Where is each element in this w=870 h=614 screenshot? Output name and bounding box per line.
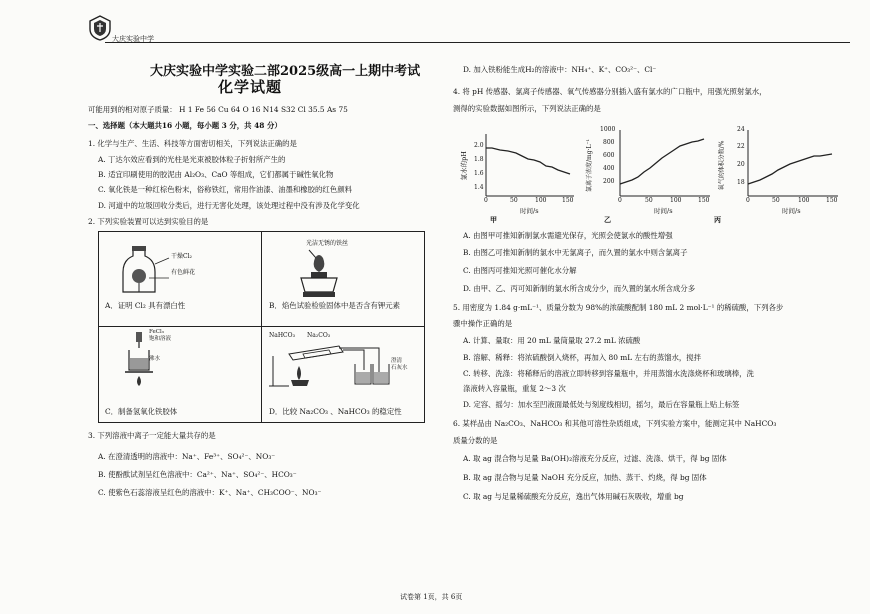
q2-apparatus-table	[98, 231, 425, 423]
exam-subtitle: 化学试题	[218, 78, 283, 96]
q2-option-c[interactable]: C．制备氢氧化铁胶体	[105, 407, 178, 416]
q4-option-d[interactable]: D. 由甲、乙、丙可知新制的氯水所含成分少，而久置的氯水所含成分多	[463, 284, 696, 293]
q6-option-c[interactable]: C. 取 ag 与足量稀硫酸充分反应，逸出气体用碱石灰吸收，增重 bg	[463, 492, 684, 501]
q5-option-d[interactable]: D. 定容、摇匀：加水至凹液面最低处与刻度线相切，摇匀，最后在容量瓶上贴上标签	[463, 400, 740, 409]
q6-stem-line2: 质量分数的是	[453, 436, 498, 445]
label-a-flower: 有色鲜花	[171, 269, 196, 276]
q3-option-a[interactable]: A. 在澄清透明的溶液中：Na⁺、Fe³⁺、SO₄²⁻、NO₃⁻	[98, 452, 276, 461]
q6-stem-line1: 6. 某样品由 Na₂CO₃、NaHCO₃ 和其他可溶性杂质组成，下列实验方案中，能测定其中 NaHCO₃	[453, 419, 777, 428]
label-d-na2co3: Na₂CO₃	[307, 332, 331, 339]
q1-option-a[interactable]: A. 丁达尔效应看到的光柱是光束被胶体粒子折射所产生的	[98, 155, 286, 164]
apparatus-a-bottle-icon	[119, 240, 209, 300]
section-heading: 一、选择题（本大题共16 小题，每小题 3 分，共 48 分）	[88, 121, 282, 130]
graph-yi-label: 乙	[604, 215, 611, 224]
q3-stem: 3. 下列溶液中离子一定能大量共存的是	[88, 431, 216, 440]
apparatus-b-flame-icon	[289, 248, 349, 303]
q5-option-b[interactable]: B. 溶解、稀释：将浓硫酸倒入烧杯，再加入 80 mL 左右的蒸馏水，搅拌	[463, 353, 702, 362]
graph-yi-xlabel: 时间/s	[654, 207, 673, 215]
graph-jia-xlabel: 时间/s	[520, 207, 539, 215]
atomic-masses: 可能用到的相对原子质量： H 1 Fe 56 Cu 64 O 16 N14 S32 Cl 35.5 As 75	[88, 105, 348, 114]
graph-yi: 1000 800 600 400 200 0 50 100 150 氯离子浓度/mg·L⁻¹ 时间/s 乙	[586, 126, 710, 224]
graph-jia-ylabel: 氯水的pH	[459, 151, 468, 181]
label-a-dry-cl2: 干燥Cl₂	[171, 253, 192, 260]
graph-bing-xlabel: 时间/s	[782, 207, 801, 215]
graph-jia: 2.0 1.8 1.6 1.4 0 50 100 150 氯水的pH 时间/s 甲	[459, 142, 574, 224]
q5-option-a[interactable]: A. 计算、量取：用 20 mL 量筒量取 27.2 mL 浓硫酸	[463, 336, 641, 345]
q4-option-a[interactable]: A. 由图甲可推知新制氯水需避光保存，光照会使氯水的酸性增强	[463, 231, 673, 240]
apparatus-c-beaker-icon	[121, 330, 161, 390]
apparatus-d-heating-icon	[269, 340, 399, 390]
q6-option-a[interactable]: A. 取 ag 混合物与足量 Ba(OH)₂溶液充分反应，过滤、洗涤、烘干，得 bg 固体	[463, 454, 727, 463]
label-c-saturated: 饱和溶液	[149, 336, 172, 342]
q3-option-c[interactable]: C. 使紫色石蕊溶液呈红色的溶液中：K⁺、Na⁺、CH₃COO⁻、NO₃⁻	[98, 488, 322, 497]
label-c-fecl3: FeCl₃	[149, 329, 164, 335]
q2-option-a[interactable]: A．证明 Cl₂ 具有漂白性	[105, 301, 186, 310]
graph-bing-ylabel: 氧气的体积分数/%	[718, 140, 726, 191]
label-d-clear: 澄清	[391, 358, 403, 364]
school-logo-icon	[88, 15, 112, 41]
graph-jia-label: 甲	[490, 215, 497, 224]
exam-title: 大庆实验中学实验二部2025级高一上期中考试	[150, 64, 421, 79]
school-name-header: 大庆实验中学	[112, 35, 154, 43]
label-b-wire: 光洁无锈的铁丝	[306, 240, 349, 247]
graph-bing: 24 22 20 18 0 50 100 150 氧气的体积分数/% 时间/s 丙	[714, 126, 838, 224]
q4-option-b[interactable]: B. 由图乙可推知新制的氯水中无氯离子，而久置的氯水中则含氯离子	[463, 248, 688, 257]
q1-option-b[interactable]: B. 适宜印刷使用的胶泥由 Al₂O₃、CaO 等组成，它们都属于碱性氧化物	[98, 170, 334, 179]
q4-stem-line2: 测得的实验数据如图所示，下列说法正确的是	[453, 104, 601, 113]
q2-option-d[interactable]: D．比较 Na₂CO₃ 、NaHCO₃ 的稳定性	[269, 407, 402, 416]
label-c-boiling: 沸水	[149, 356, 161, 362]
q1-option-c[interactable]: C. 氧化铁是一种红棕色粉末，俗称铁红，常用作油漆、油墨和橡胶的红色颜料	[98, 185, 352, 194]
q6-option-b[interactable]: B. 取 ag 混合物与足量 NaOH 充分反应，加热、蒸干、灼烧，得 bg 固体	[463, 473, 707, 482]
graph-yi-ylabel: 氯离子浓度/mg·L⁻¹	[586, 138, 594, 192]
q4-option-c[interactable]: C. 由图丙可推知光照可催化水分解	[463, 266, 577, 275]
q3-option-d[interactable]: D. 加入铁粉能生成H₂的溶液中：NH₄⁺、K⁺、CO₃²⁻、Cl⁻	[463, 65, 657, 74]
q3-option-b[interactable]: B. 使酚酞试剂呈红色溶液中：Ca²⁺、Na⁺、SO₄²⁻、HCO₃⁻	[98, 470, 297, 479]
label-d-limewater: 石灰水	[391, 365, 408, 371]
graph-bing-label: 丙	[714, 215, 721, 224]
q2-stem: 2. 下列实验装置可以达到实验目的是	[88, 217, 209, 226]
q5-stem-line2: 骤中操作正确的是	[453, 319, 513, 328]
q5-option-c-cont: 涤液转入容量瓶，重复 2～3 次	[463, 384, 566, 393]
q2-option-b[interactable]: B．焰色试验检验固体中是否含有钾元素	[269, 301, 401, 310]
q5-stem-line1: 5. 用密度为 1.84 g·mL⁻¹、质量分数为 98%的浓硫酸配制 180 mL 2 mol·L⁻¹ 的稀硫酸，下列各步	[453, 303, 784, 312]
label-d-nahco3: NaHCO₃	[269, 332, 295, 339]
header-rule	[105, 42, 850, 43]
page-footer: 试卷第 1页，共 6页	[400, 593, 463, 601]
q5-option-c[interactable]: C. 转移、洗涤：将稀释后的溶液立即转移到容量瓶中，并用蒸馏水洗涤烧杯和玻璃棒，洗	[463, 369, 754, 378]
q4-stem-line1: 4. 将 pH 传感器、氯离子传感器、氧气传感器分别插入盛有氯水的广口瓶中，用强光照射氯水，	[453, 87, 767, 96]
q1-stem: 1. 化学与生产、生活、科技等方面密切相关，下列说法正确的是	[88, 139, 297, 148]
q1-option-d[interactable]: D. 河道中的垃圾回收分类后，进行无害化处理，该处理过程中没有涉及化学变化	[98, 201, 360, 210]
